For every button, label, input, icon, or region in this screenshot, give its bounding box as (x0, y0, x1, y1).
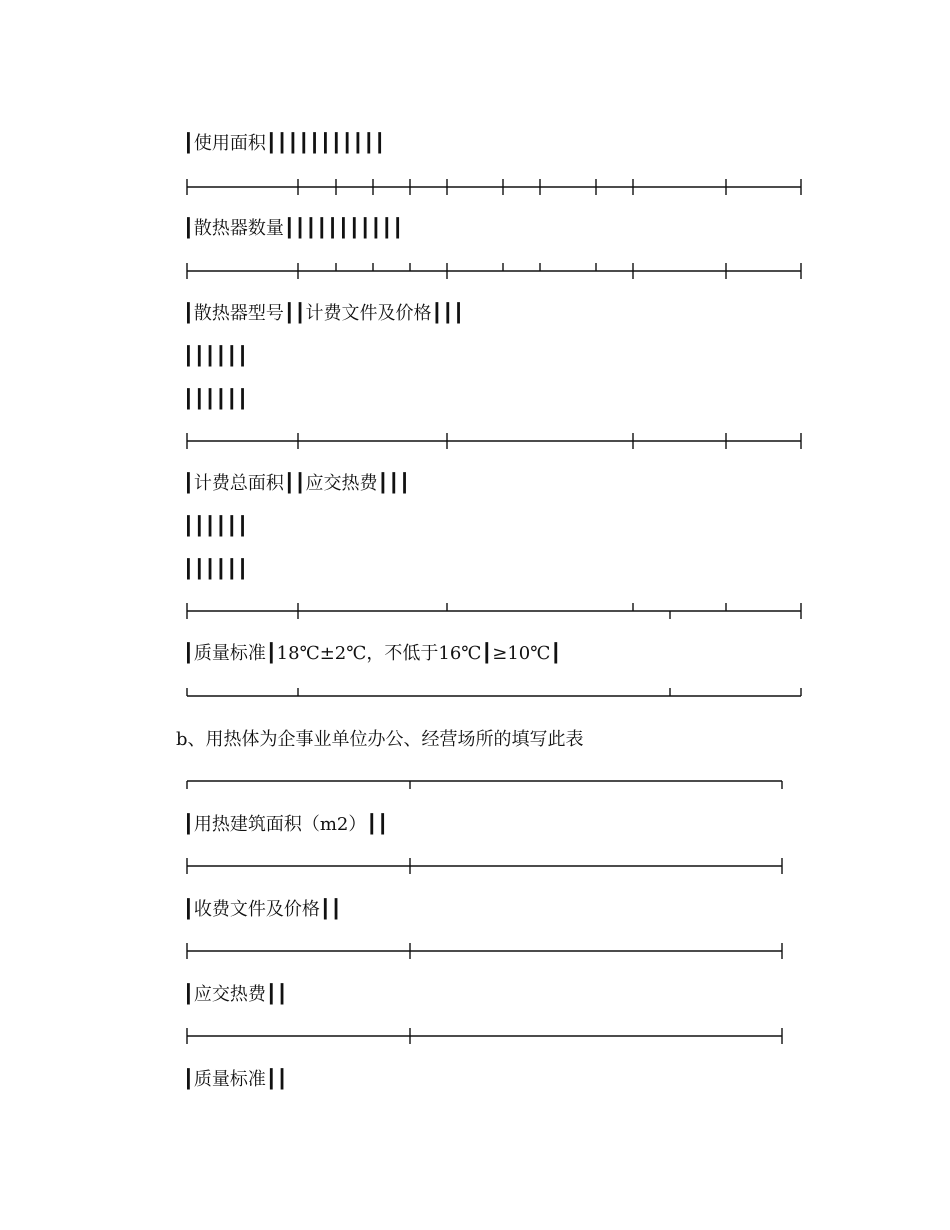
table-b-row-quality-standard: ┃质量标准┃┃ (183, 1069, 288, 1090)
table-a-separator-4 (187, 603, 801, 619)
table-a-row-usage-area: ┃使用面积┃┃┃┃┃┃┃┃┃┃┃ (183, 133, 386, 154)
table-a-row-total-area: ┃计费总面积┃┃应交热费┃┃┃ (183, 473, 411, 494)
table-a-row-quality-standard: ┃质量标准┃18℃±2℃，不低于16℃┃≥10℃┃ (183, 643, 562, 664)
table-b-separator-3 (187, 1028, 782, 1044)
table-b-separator-1 (187, 858, 782, 874)
table-b-row-building-area: ┃用热建筑面积（m2）┃┃ (183, 814, 389, 835)
table-b-row-fee-documents: ┃收费文件及价格┃┃ (183, 899, 342, 920)
table-b-separator-2 (187, 943, 782, 959)
table-a-row-blank-3: ┃┃┃┃┃┃ (183, 516, 249, 537)
table-a-bottom-border (187, 688, 801, 696)
table-a-row-radiator-count: ┃散热器数量┃┃┃┃┃┃┃┃┃┃┃ (183, 218, 404, 239)
table-a-row-blank-4: ┃┃┃┃┃┃ (183, 559, 249, 580)
table-a-separator-3 (187, 433, 801, 449)
table-b-top-border (187, 781, 782, 789)
table-a-row-blank-1: ┃┃┃┃┃┃ (183, 346, 249, 367)
table-a-row-blank-2: ┃┃┃┃┃┃ (183, 389, 249, 410)
table-b-row-heating-fee: ┃应交热费┃┃ (183, 984, 288, 1005)
table-a-separator-2 (187, 263, 801, 279)
section-b-heading: b、用热体为企事业单位办公、经营场所的填写此表 (176, 729, 584, 750)
table-a-separator-1 (187, 179, 801, 195)
table-a-row-radiator-model: ┃散热器型号┃┃计费文件及价格┃┃┃ (183, 303, 465, 324)
